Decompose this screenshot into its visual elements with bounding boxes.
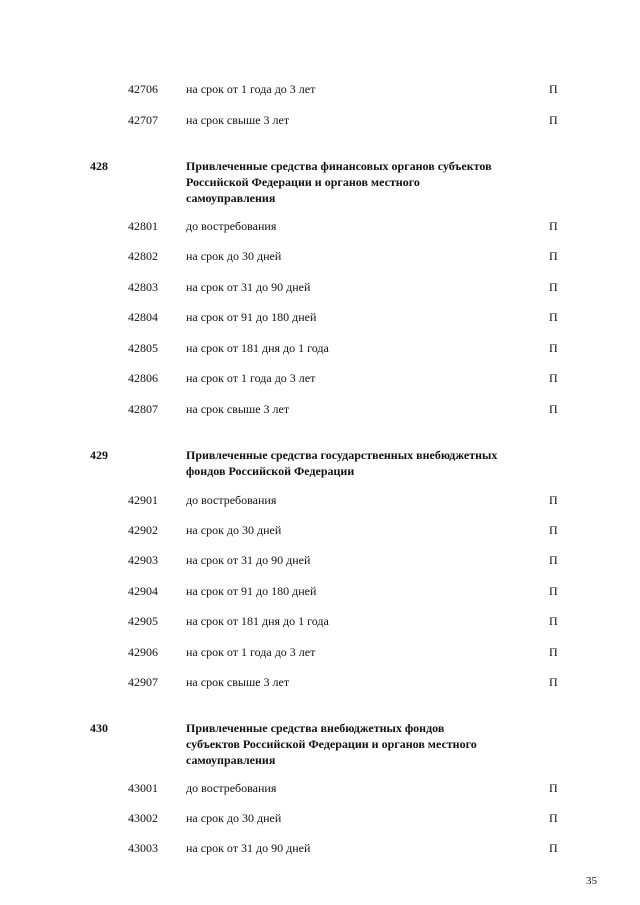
account-type: П [549, 341, 558, 355]
account-label: до востребования [186, 219, 277, 233]
account-type: П [549, 371, 558, 385]
account-code: 43002 [128, 811, 158, 825]
account-row [0, 673, 640, 691]
account-code: 42806 [128, 371, 158, 385]
account-label: на срок от 31 до 90 дней [186, 280, 311, 294]
account-type: П [549, 584, 558, 598]
account-label: на срок от 1 года до 3 лет [186, 645, 316, 659]
account-row [0, 80, 640, 98]
account-type: П [549, 553, 558, 567]
account-type: П [549, 811, 558, 825]
account-type: П [549, 219, 558, 233]
account-label: на срок до 30 дней [186, 811, 282, 825]
account-row [0, 582, 640, 600]
account-type: П [549, 113, 558, 127]
account-type: П [549, 614, 558, 628]
account-row [0, 339, 640, 357]
account-row [0, 643, 640, 661]
account-type: П [549, 249, 558, 263]
account-code: 42901 [128, 493, 158, 507]
account-code: 42805 [128, 341, 158, 355]
account-type: П [549, 523, 558, 537]
account-code: 43001 [128, 781, 158, 795]
account-type: П [549, 82, 558, 96]
group-code: 429 [90, 448, 108, 462]
group-code: 428 [90, 159, 108, 173]
account-code: 42706 [128, 82, 158, 96]
account-type: П [549, 781, 558, 795]
account-row [0, 839, 640, 857]
account-code: 42902 [128, 523, 158, 537]
account-label: на срок от 181 дня до 1 года [186, 341, 329, 355]
account-label: на срок до 30 дней [186, 523, 282, 537]
account-code: 42906 [128, 645, 158, 659]
account-row [0, 491, 640, 509]
account-label: на срок от 91 до 180 дней [186, 310, 317, 324]
account-type: П [549, 841, 558, 855]
account-label: на срок свыше 3 лет [186, 675, 290, 689]
account-code: 42807 [128, 402, 158, 416]
account-type: П [549, 310, 558, 324]
account-code: 42802 [128, 249, 158, 263]
page-number: 35 [586, 875, 597, 887]
account-label: на срок от 1 года до 3 лет [186, 82, 316, 96]
account-label: на срок свыше 3 лет [186, 402, 290, 416]
account-code: 43003 [128, 841, 158, 855]
account-code: 42904 [128, 584, 158, 598]
account-row [0, 247, 640, 265]
account-type: П [549, 493, 558, 507]
account-row [0, 308, 640, 326]
account-type: П [549, 675, 558, 689]
group-title: Привлеченные средства государственных внебюджетных фондов Российской Федерации [186, 448, 498, 478]
account-label: до востребования [186, 781, 277, 795]
account-type: П [549, 280, 558, 294]
account-row [0, 551, 640, 569]
account-row [0, 779, 640, 797]
account-label: на срок от 1 года до 3 лет [186, 371, 316, 385]
account-row [0, 278, 640, 296]
account-row [0, 217, 640, 235]
account-code: 42903 [128, 553, 158, 567]
group-code: 430 [90, 721, 108, 735]
account-code: 42707 [128, 113, 158, 127]
account-row [0, 521, 640, 539]
account-label: на срок до 30 дней [186, 249, 282, 263]
account-code: 42905 [128, 614, 158, 628]
account-code: 42907 [128, 675, 158, 689]
account-row [0, 111, 640, 129]
account-code: 42804 [128, 310, 158, 324]
account-code: 42803 [128, 280, 158, 294]
account-label: на срок свыше 3 лет [186, 113, 290, 127]
account-label: на срок от 31 до 90 дней [186, 553, 311, 567]
account-row [0, 612, 640, 630]
account-label: на срок от 91 до 180 дней [186, 584, 317, 598]
account-type: П [549, 402, 558, 416]
account-label: на срок от 31 до 90 дней [186, 841, 311, 855]
account-type: П [549, 645, 558, 659]
account-code: 42801 [128, 219, 158, 233]
account-label: на срок от 181 дня до 1 года [186, 614, 329, 628]
account-row [0, 809, 640, 827]
account-label: до востребования [186, 493, 277, 507]
group-title: Привлеченные средства финансовых органов субъектов Российской Федерации и органов местного самоуправления [186, 159, 492, 205]
account-row [0, 369, 640, 387]
group-title: Привлеченные средства внебюджетных фондов субъектов Российской Федерации и органов местного самоуправления [186, 721, 477, 767]
account-row [0, 400, 640, 418]
